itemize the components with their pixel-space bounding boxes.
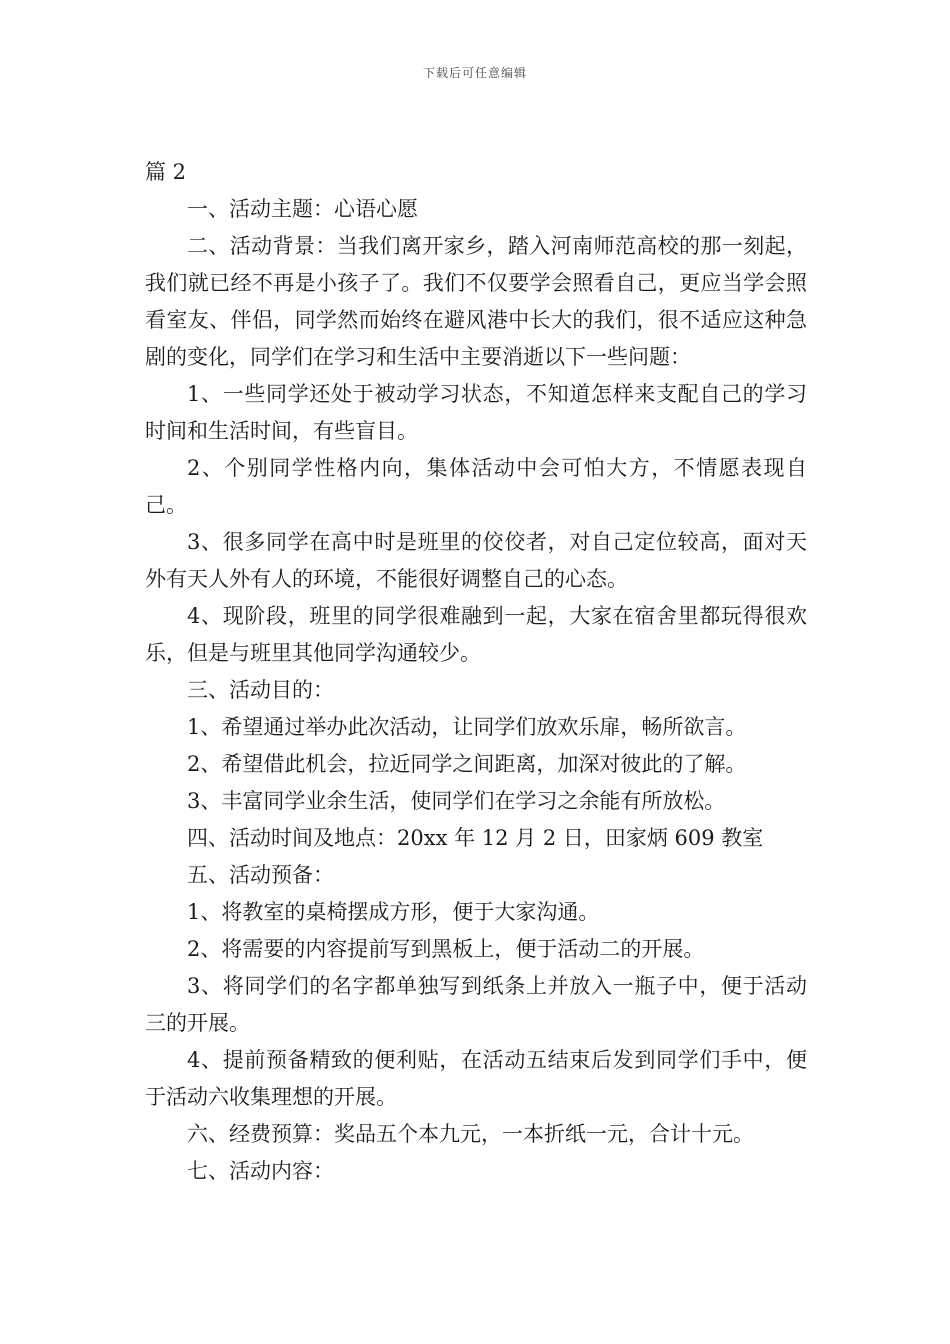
section-title: 篇 2 (145, 160, 187, 184)
paragraph-problem-2: 2、个别同学性格内向，集体活动中会可怕大方，不情愿表现自己。 (145, 456, 807, 517)
paragraph-preparation-4: 4、提前预备精致的便利贴，在活动五结束后发到同学们手中，便于活动六收集理想的开展。 (145, 1048, 807, 1109)
paragraph-purpose-heading: 三、活动目的： (187, 678, 334, 702)
paragraph-preparation-heading: 五、活动预备： (187, 863, 334, 887)
paragraph-problem-4: 4、现阶段，班里的同学很难融到一起，大家在宿舍里都玩得很欢乐，但是与班里其他同学沟通较少。 (145, 604, 807, 665)
paragraph-theme: 一、活动主题：心语心愿 (187, 197, 418, 221)
paragraph-budget: 六、经费预算：奖品五个本九元，一本折纸一元，合计十元。 (187, 1122, 754, 1146)
paragraph-time-place: 四、活动时间及地点：20xx 年 12 月 2 日，田家炳 609 教室 (187, 826, 764, 850)
paragraph-purpose-1: 1、希望通过举办此次活动，让同学们放欢乐扉，畅所欲言。 (187, 715, 747, 739)
paragraph-content-heading: 七、活动内容： (187, 1159, 334, 1183)
document-body (145, 154, 807, 1190)
paragraph-problem-1: 1、一些同学还处于被动学习状态，不知道怎样来支配自己的学习时间和生活时间，有些盲目。 (145, 382, 807, 443)
paragraph-preparation-2: 2、将需要的内容提前写到黑板上，便于活动二的开展。 (187, 937, 705, 961)
paragraph-problem-3: 3、很多同学在高中时是班里的佼佼者，对自己定位较高，面对天外有天人外有人的环境，不能很好调整自己的心态。 (145, 530, 807, 591)
page-header: 下载后可任意编辑 (422, 66, 527, 80)
paragraph-preparation-1: 1、将教室的桌椅摆成方形，便于大家沟通。 (187, 900, 600, 924)
paragraph-purpose-3: 3、丰富同学业余生活，使同学们在学习之余能有所放松。 (187, 789, 726, 813)
paragraph-background: 二、活动背景：当我们离开家乡，踏入河南师范高校的那一刻起，我们就已经不再是小孩子了。我们不仅要学会照看自己，更应当学会照看室友、伴侣，同学然而始终在避风港中长大的我们，很不适应这种急剧的变化，同学们在学习和生活中主要消逝以下一些问题： (145, 234, 807, 369)
paragraph-purpose-2: 2、希望借此机会，拉近同学之间距离，加深对彼此的了解。 (187, 752, 747, 776)
paragraph-preparation-3: 3、将同学们的名字都单独写到纸条上并放入一瓶子中，便于活动三的开展。 (145, 974, 807, 1035)
